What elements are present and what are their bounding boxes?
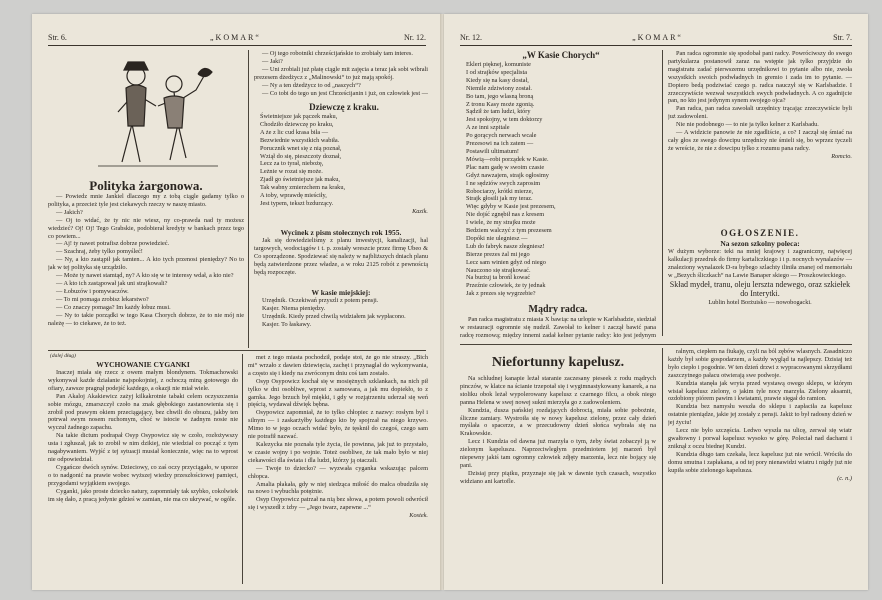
madry-paragraph: Pan radca magistratu z miasta X bawiąc na urlopie w Karlsbadzie, siedział w restauracji ogromnie się nudził. Zawołał to kelner i zaczął bawić pana radcę rozmową; między innemi zadał kelner pytanie radcy: kto jest jedynym — [460, 316, 656, 339]
niefortunny-paragraph: Kundzia stanęła jak wryta przed wystawą owego sklepu, w którym wisiał kapelusz zielony, o jakim tyle nocy marzyła. Zielony aksamit, ozdobiony piórem pawim i kwiatami, prawie sięgał do ramion. — [668, 379, 852, 403]
poem-line: Przeźnie człowiek, że ty jednak — [466, 282, 546, 290]
madry-paragraph: Pan radca ogromnie się spodobał pani radcy. Powróciwszy do swego partykularza postanowił zaraz na wstępie jak tylko przyjdzie do magistratu zadać pierwszemu urzędnikowi to pytanie albo nie, zwoła wszystkich swoich podwładnych in gremio i zada im to pytanie. — Dopiero bedą podziwiać czego p. radca nauczył się w Karlsbadzie. I zrzeczywiście wezwał wszystkich swych podwładnych. A co zgadnijcie pan, no kto jest jedynym synem swojego ojca? — [668, 50, 852, 105]
niefortunny-article-continued — [668, 348, 852, 582]
politics-headline: Polityka żargonowa. — [89, 178, 203, 193]
poem-line: Ekleri pięknej, komuniste — [466, 61, 531, 68]
niefortunny-paragraph: Kundzia bez namysłu weszła do sklepu i zapłaciła za kapelusz ostatnie pieniądze, jakie jej zostały z pensji. Jakiż to był radosny dzień w jej życiu! — [668, 403, 852, 427]
politics-paragraph: — A kto ich zastąpował jak uni strajkowali? — [56, 279, 168, 287]
madry-article-start — [460, 316, 656, 340]
niefortunny-paragraph: Kundzia, dusza pańskiej rozdających dobrocią, miała sobie pobożnie, śliczne zamiary. Wystroiła się w nowy kapelusz zielony, przez cały dzień myślała o spacerze, a w przecudowny dzień słońca wybrała się na Krakowskie. — [460, 406, 656, 438]
cygan-signature: Kostek. — [409, 512, 428, 520]
cygan-paragraph: Amalia płakała, gdy w niej siedząca miłość do malca obudziła się na nowo i wybuchła potężnie. — [248, 480, 428, 496]
cygan-article-continued — [248, 354, 428, 582]
madry-paragraph: Nie nie podobnego — to nie ja tylko kelner z Karlsbadu. — [676, 121, 819, 129]
left-page-header — [48, 30, 426, 44]
right-header-rule — [460, 45, 852, 46]
poem-line: Bezwiednie wszystkich wabiła. — [260, 136, 340, 144]
poem-line: Więc gdyby w Kasie jest prezesem, — [466, 203, 556, 211]
poem-line: Strajk głosili jak my teraz. — [466, 195, 533, 203]
column-divider — [242, 354, 243, 584]
girl-poem — [254, 102, 428, 224]
poem-line: Sądził że tam ludzi, który — [466, 108, 531, 116]
section-divider — [48, 350, 426, 351]
poem-line: Po gorących nerwach wcale — [466, 132, 537, 140]
poem-line: Postawili ultimatum! — [466, 147, 519, 155]
column-divider — [662, 348, 663, 584]
ad-paragraph: W dużym wyborze: teki na mniej krajowy i zagraniczny, najwięcej kalkulacji przedruk do firmy kartaliczkiego i i p. nocnych wynalazów — znaleziony wynalazek D-ra bybego szlachty iliniła znanej od memoriału w „Bezych śliczkach“ na Lawie Banaper skiego — Proszkowieckiego. — [668, 248, 852, 279]
poem-line: Nauczono się strajkować. — [466, 266, 531, 274]
poem-line: I ne sędziów swych zaprosim — [466, 179, 541, 187]
politics-paragraph: — Jakich? — [56, 208, 83, 216]
madry-headline: Mądry radca. — [528, 304, 588, 315]
politics-paragraph: — Powiedz mnie Jankiel dlaczego my z tobą ciągle gadamy tylko o polityka, a przecież tyle jest ciekawych rzeczy w naszę miasto. — [48, 193, 244, 208]
madry-signature: Romcio. — [831, 152, 852, 160]
poem-line: I wiele, że my strajku może — [466, 219, 536, 227]
poem-line: A toby, wprawdę mieściły, — [260, 192, 327, 200]
ad-subhead: Na sezon szkolny poleca: — [720, 239, 800, 248]
poem-line: Lecz sam winien gdyż od niego — [466, 258, 546, 266]
poem-top — [254, 50, 428, 98]
cygan-headline: WYCHOWANIE CYGANKI — [96, 360, 190, 369]
poem-line: Prezesowi na ich zatem — — [466, 140, 534, 148]
column-divider — [248, 50, 249, 348]
poem-line: Dopóki nie ulegniesz — — [466, 234, 528, 242]
magistrat-headline: W kasie miejskiej: — [311, 288, 371, 297]
kasa-poem — [460, 50, 656, 298]
poem-line: I od strajków specjalista — [466, 68, 528, 76]
poem-line: A ze inni szpitale — [466, 124, 510, 132]
poem-line: Kiedy się na kasy dostał, — [466, 76, 529, 84]
niefortunny-paragraph: Na schludnej kanapie leżał staranie zaczesany pieseek z rodu mądrych pinczów, w klatce na ścianie trzepotał się i wygimnastykowany kanarek, a na stoliku obok leżał wypolerowany kapelusz z czarnego filcu, a obok niego panna Helena w swej nowej sukni mierzyła go z zadowoleniem. — [460, 375, 656, 406]
poem-top-line: — Jaki? — [262, 57, 283, 65]
dialogue-line: Kasjer. To łaskawy. — [262, 320, 312, 328]
cygan-paragraph: Na takie dictum podrapał Osyp Osypowicz się w czoło, rozłożywszy usta i zgłuszał, jak to zrobił w nim dzikiej, nie wiedział co począć z tym nagabywaniem. Wyjść z tej sytuacji musiał koniecznie, więc na to wprost nie odpowiedział. — [48, 432, 238, 463]
poem-line: Porucznik wnet się z nią poznał, — [260, 144, 342, 152]
poem-top-line: — Co tobi do tego un jest Chrześcijanin i już, on człowiek jest — — [262, 89, 428, 97]
left-page — [32, 14, 442, 590]
magistrat-dialogue — [254, 288, 428, 346]
poem-line: A że z lic cud krasa biła — — [260, 128, 329, 136]
poem-line: Plac nam gadę w swoim czasie — [466, 163, 545, 171]
right-page-title: „KOMAR“ — [632, 32, 683, 42]
niefortunny-paragraph: Dzisiaj przy piątku, przyznaje się jak w dawnie tych czasach, wszystko widziano ani kartofle. — [460, 469, 656, 485]
right-page — [444, 14, 868, 590]
politics-paragraph: — Ny to takie porządki w tego Kasa Chorych dobrze, że to nie mój nie należę — to ciekawe, że to też. — [48, 311, 244, 327]
niefortunny-signature: (c. n.) — [837, 474, 852, 482]
politics-paragraph: — Łobuzów i pomywaczów. — [56, 287, 129, 295]
politics-article — [48, 178, 244, 348]
niefortunny-paragraph: ralnym, ciepłem na fiukaję, czyli na ból zębów wlasnych. Zasadniczo każdy był sobie gospodarzem, a każdy wygląd ta najlepszy. Dzisiaj też było ciepło i pogodnie. W ten dzień drzwi z wypracowanymi skrzydłami zaszczytnego pałacu otwierają swe podwoje. — [668, 348, 852, 379]
cygan-article — [48, 360, 238, 582]
poem-line: Zjadł go świetniejsze jak maku, — [260, 176, 340, 184]
cygan-paragraph: Cyganki, jako proste dziecko natury, zapomniały tak szybko, cokolwiek im się dało, z pracą jedynie gdzieś w zamian, nie ma co ukrywać, w ogóle. — [48, 487, 238, 503]
poem-top-line: — Ny a ten dżedżycz to od „naszych“? — [262, 81, 361, 89]
left-page-issue: Nr. 12. — [403, 32, 426, 42]
wycinek-paragraph: Jak się dowiedzieliśmy z planu inwestycji, kanalizacji, hal targowych, wodociągów i t. p. zostały wreszcie przez firmę Ubeo & Co sporządzone. Spodziewać się należy w najbliższych dniach planu będą zatwierdzone przez władze, a w roku 2125 robót z pewnością będą rozpoczęte. — [254, 237, 428, 276]
poem-line: Bo tam, jego wlasną broną — [466, 92, 534, 100]
poem-line: Chodziło dziewczę po kraku, — [260, 120, 334, 128]
section-divider — [460, 344, 852, 345]
politics-paragraph: — To mi pomaga zrobisz lekarstwo? — [56, 295, 149, 303]
left-page-number: Str. 6. — [48, 32, 67, 42]
politics-paragraph: — Ny, a kto zastąpił jak tamten... A kto tych przenosi pieniędzy? No to jak w tej polityka się urządziło. — [48, 256, 244, 272]
wycinek-headline: Wycinek z pism stołecznych rok 1955. — [280, 228, 402, 237]
politics-paragraph: — Aj! ty nawet potrafisz dobrze powiedzieć. — [56, 240, 170, 248]
ad-headline: OGŁOSZENIE. — [720, 228, 800, 238]
cygan-paragraph: Pan Akaloj Akakiewicz zażyj kilkakrotnie tabaki celem oczyszczenia sobie mózgu, zmarszczył czoło na znak głębokiego zastanowienia się i zrobił pod prawym okiem przeciągający, bez chwili do obrazu, jakby ten potrwał swym nosem ruchomym, choć w istocie w żadnym nosie nie wyczuł żadnego zapachu. — [48, 392, 238, 432]
poem-line: Jest typem, tekszt bzdurzący. — [260, 199, 334, 207]
cygan-paragraph: — Twoje to dziecko? — wyzwała cyganka wskazując palcem chłopca. — [248, 464, 428, 480]
poem-line: Niemile zdziwiony został. — [466, 84, 532, 92]
niefortunny-paragraph: Lecz i Kundzia od dawna już marzyła o tym, żeby świat zobaczył ją w zielonym kapeluszu. Naprzeciwległym przedmiotem jej marzeń był niepewny jakiś tam ogromny człowiek zdjęty marzenia, lecz nie bojący się pani. — [460, 438, 656, 469]
poem-line: Na burżuj ta brońl kować — [466, 274, 530, 282]
poem-line: Tak wabny zmierzchem na kraku, — [260, 184, 346, 192]
poem-line: Robociarzy, krótki mierze, — [466, 187, 534, 195]
politics-paragraph: — Szachraj, żeby tylko pomyśleć! — [56, 248, 143, 256]
poem-line: Jak z prezes się wygrzebie? — [466, 290, 536, 298]
poem-line: Jest spokojny, w tem doktorzy — [466, 116, 543, 124]
politics-paragraph: — Może ty nawet stamtąd, ny? A kto się w te interesy wdał, a kto nie? — [56, 272, 234, 280]
dialogue-line: Urzędnik. Kiedy przed chwilą widziałem jak wypłacono. — [262, 312, 406, 320]
niefortunny-article — [460, 348, 656, 582]
cygan-paragraph: Osyp Osypowicz kochał się w mosiężnych szklankach, na nich pił tylko w dni osobliwe, wprost z samowara, a jak mu dopiekło, to z garnka. Jego brzuch był miękki, i gdy w rozjątrzeniu uderzał się weń pięścią, wydawał dźwięk bębna. — [248, 377, 428, 409]
right-page-number: Str. 7. — [833, 32, 852, 42]
politics-paragraph: — Oj to widać, że ty nic nie wiesz, ny co-prawda nad ty możesz wiedzieć? Oj! Oj! Tego Grabskie, podobierał kredyty w bankach przez tego co powiem... — [48, 216, 244, 240]
poem-line: Lub do fabryk nasze złegniesz! — [466, 242, 545, 250]
ad-paragraph: Skład mydeł, tranu, oleju lerszta ndewego, oraz szkiełek do Interytki. — [669, 279, 851, 299]
advertisement — [668, 228, 852, 338]
politics-paragraph: — Co znaczy pomaga? Im każdy łobuz musi. — [56, 303, 171, 311]
niefortunny-paragraph: Lecz nie było szczęścia. Ledwo wyszła na ulicę, zerwał się wiatr gwałtowny i porwał kapelusz wysoko w górę. Poleciał nad dachami i zniknął z oczu biednej Kundzi. — [668, 427, 852, 450]
madry-article — [668, 50, 852, 226]
niefortunny-headline: Niefortunny kapelusz. — [491, 355, 625, 370]
madry-paragraph: — A widzicie panowie że nie zgadliście, a co? I zaczął się śmiać na cały głos ze swego dowcipu urzędnicy nie śmieli się, bo wprzez tyczeli że wreście, że nie z dowcipu tylko z rozumu pana radcy. — [668, 129, 852, 152]
poem-top-line: — Uni zrobiali już płatę ciągle mit zajęcia a teraz jak sobi wibrali prezesem dżedżycz z „Malinowski“ to już mają spokój. — [254, 65, 428, 81]
poem-top-line: — Oj tego robotniki chrześcijańskie to zrobiały tam interes. — [262, 50, 413, 57]
poem-line: Nie dojść zgnębił nas z kresem — [466, 211, 545, 219]
left-header-rule — [48, 45, 426, 46]
cygan-paragraph: Osyp Osypowicz patrzał na nią bez słowa, a potem powoli odwrócił się i wyszedł z izby — „Jego twarz, zapewne ...“ — [248, 496, 428, 512]
cygan-paragraph: Osypowicz zapomniał, że to tylko chłopiec z nazwy: rosłym był i silnym — i zaskarżyłby każdego kto by spojrzał na niego krzywo. Mimo to w jego oczach widać było, że tęsknił do czegoś, czego sam nie potrafił nazwać. — [248, 409, 428, 441]
poem-line: Bierze prezes żal mi jego — [466, 250, 530, 258]
poem-line: Leżnie w rozat się może. — [260, 168, 323, 176]
poem-line: Wziął do się, pieszczoty doznał, — [260, 152, 342, 160]
kasa-poem-headline: „W Kasie Chorych“ — [522, 50, 600, 60]
poem-line: Świetniejsze jak pączek maku, — [260, 113, 338, 120]
right-page-issue: Nr. 12. — [460, 32, 482, 42]
cygan-paragraph: Cygańcze dwóch synów. Dzieciowy, co zaś oczy przyciągało, w uporze o to nadgonić na prawie wobec wyższej wiedzy przeszłościowej pamięci, przygodami wyjątkiem swojego. — [48, 463, 238, 487]
niefortunny-paragraph: Kundzia długo tam czekała, lecz kapelusz już nie wrócił. Wróciła do domu smutna i zapłakana, a od tej pory nienawidzi wiatru i nigdy już nie kupiła sobie zielonego kapelusza. — [668, 450, 852, 474]
ad-paragraph: Lublin hotel Borżuisko — nowobogacki. — [708, 298, 812, 306]
caricature-illustration — [78, 54, 228, 174]
continuation-tag: (dalej dług) — [50, 353, 76, 359]
dialogue-line: Urzędnik. Oczekiwań przyszli z potem pensji. — [262, 297, 379, 304]
wycinek-article — [254, 228, 428, 284]
girl-poem-headline: Dziewczę z kraku. — [309, 102, 379, 112]
poem-line: Lecz za to tyrał, niebożę, — [260, 160, 324, 168]
poem-line: Mówią—robi porządek w Kasie. — [466, 155, 549, 163]
cygan-paragraph: Inaczej miała się rzecz z owem małym blondynem. Tokmachowski wykonywał każde działanie najspokojniej, z ochoczą miną gotowego do ofiary, zawsze pragnął podejść każdego, a okazji nie miał wiele. — [48, 369, 238, 392]
column-divider — [662, 50, 663, 336]
poem-line: Gdyż nawzajem, strajk ogłosimy — [466, 171, 549, 179]
dialogue-line: Kasjer. Niema pieniędzy. — [262, 304, 326, 312]
cygan-paragraph: Kalezycka nie poznała tyle życia, ile powinna, jak już to przystało, w czasie wojny i po wojnie. Toteż osobliwe, że tak mało było w niej ciekawości dla świata i dla ludzi, którzy ją otaczali. — [248, 440, 428, 464]
poem-line: Bedziem walczyć z tym prezesem — [466, 227, 552, 235]
girl-poem-signature: Kazik. — [412, 207, 428, 215]
madry-paragraph: Pan radca, pan radca zawołali urzędnicy trącając zrzeczywiście byli już zadowoleni. — [668, 105, 852, 121]
right-page-header — [460, 30, 852, 44]
left-page-title: „KOMAR“ — [210, 32, 261, 42]
poem-line: Z tronu Kasy może zgonią. — [466, 100, 535, 108]
cygan-paragraph: met z tego miasta pochodził, podaje stoi, że go nie straszy. „Bich mi“ wrzało z dawien dziewięcia, zachęt i przynaglał do wykonywania, a często się i kiedy na zwróconym dniu coś tam zostało. — [248, 354, 428, 377]
